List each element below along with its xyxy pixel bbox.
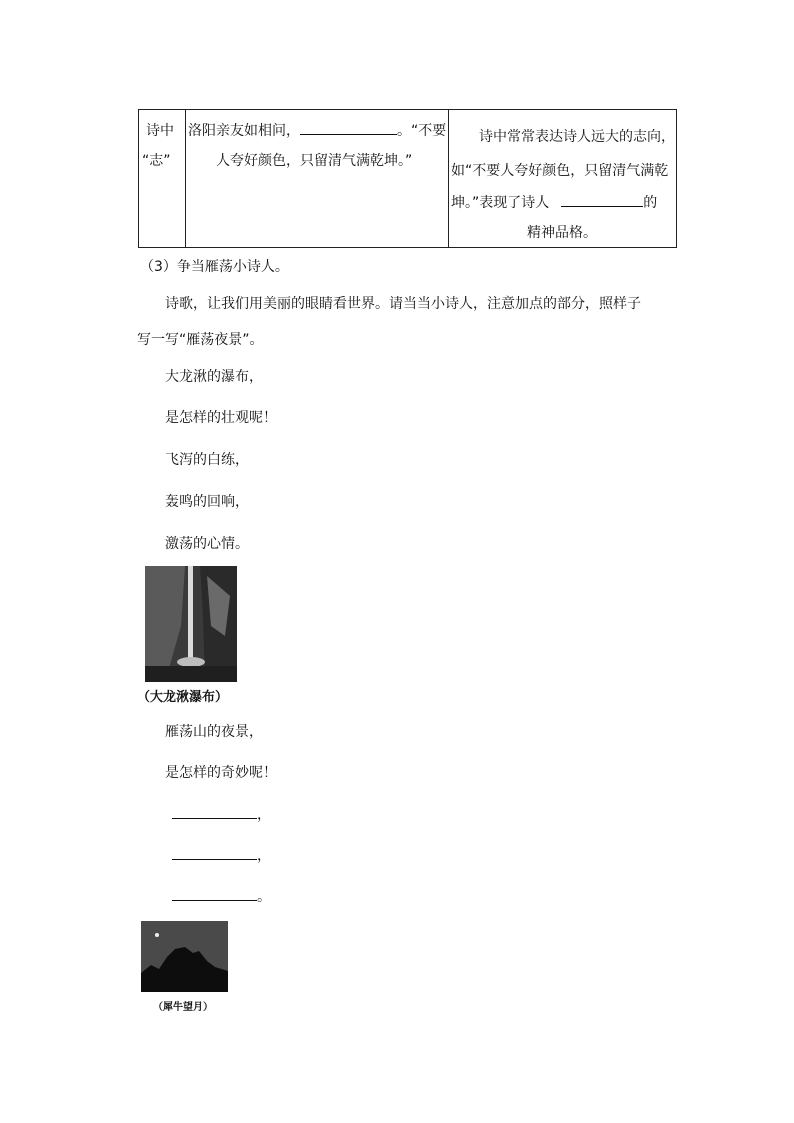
- poem2-blank-2: ，: [172, 845, 271, 865]
- table-cell-poem: [186, 110, 449, 248]
- explain-line-1: 诗中常常表达诗人远大的志向，: [479, 129, 675, 145]
- night-mountain-photo: [141, 921, 228, 992]
- explain-line-4: 精神品格。: [527, 225, 597, 241]
- table-cell-explanation: [449, 110, 677, 248]
- caption-waterfall: （大龙湫瀑布）: [137, 690, 229, 705]
- poem2-blank-3: 。: [172, 886, 271, 906]
- poem1-line-3: 飞泻的白练，: [165, 452, 249, 468]
- fill-blank[interactable]: [172, 845, 257, 860]
- poem-analysis-table: [138, 109, 677, 248]
- poem2-blank-1: ，: [172, 804, 271, 824]
- label-line-1: 诗中: [146, 123, 174, 139]
- poem1-line-5: 激荡的心情。: [165, 536, 249, 552]
- poem-line-1: 洛阳亲友如相问， 。“不要: [188, 120, 446, 140]
- fill-blank[interactable]: [300, 120, 397, 135]
- explain-line-2: 如“不要人夸好颜色，只留清气满乾: [451, 163, 669, 179]
- poem-line-2: 人夸好颜色，只留清气满乾坤。”: [216, 153, 413, 169]
- label-line-2: “志”: [142, 153, 171, 169]
- poem2-line-1: 雁荡山的夜景，: [165, 724, 263, 740]
- caption-night: （犀牛望月）: [153, 1002, 213, 1013]
- poem1-line-1: 大龙湫的瀑布，: [165, 369, 263, 385]
- table-cell-label: [139, 110, 186, 248]
- intro-line-1: 诗歌，让我们用美丽的眼睛看世界。请当当小诗人，注意加点的部分，照样子: [165, 296, 641, 312]
- intro-line-2: 写一写“雁荡夜景”。: [137, 332, 264, 348]
- section-heading: （3）争当雁荡小诗人。: [140, 259, 289, 275]
- fill-blank[interactable]: [172, 886, 257, 901]
- waterfall-photo: [145, 566, 237, 682]
- poem2-line-2: 是怎样的奇妙呢！: [165, 765, 277, 781]
- poem1-line-2: 是怎样的壮观呢！: [165, 410, 277, 426]
- explain-line-3: 坤。”表现了诗人 的: [451, 192, 657, 212]
- poem1-line-4: 轰鸣的回响，: [165, 494, 249, 510]
- fill-blank[interactable]: [172, 804, 257, 819]
- fill-blank[interactable]: [561, 192, 643, 207]
